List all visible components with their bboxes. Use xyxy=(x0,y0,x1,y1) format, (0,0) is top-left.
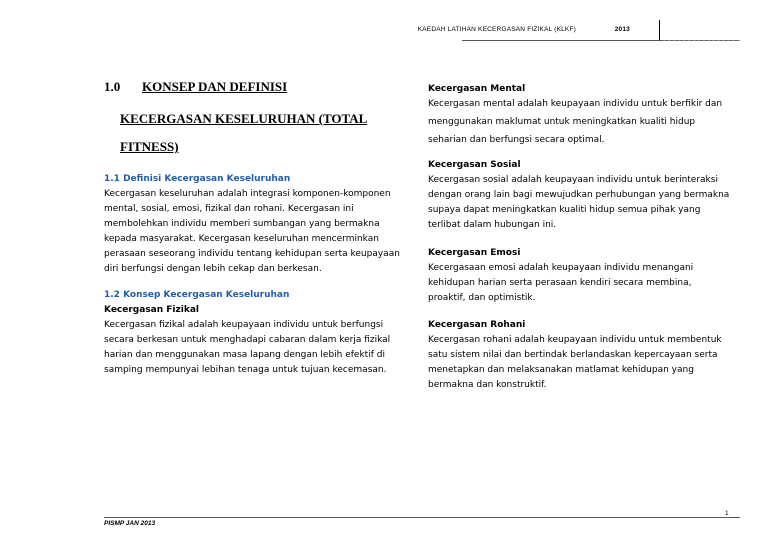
chapter-number: 1.0 xyxy=(104,79,121,94)
paragraph-line: menggunakan maklumat untuk meningkatkan kualiti hidup xyxy=(428,117,696,127)
chapter-title-line1: KONSEP DAN DEFINISI xyxy=(142,79,288,94)
paragraph-line: mental, sosial, emosi, fizikal dan rohani. Kecergasan ini xyxy=(104,204,354,214)
paragraph-line: bermakna dan konstruktif. xyxy=(428,380,547,390)
paragraph-line: supaya dapat meningkatkan kualiti hidup semua pihak yang xyxy=(428,205,701,215)
paragraph-line: membolehkan individu memberi sumbangan yang bermakna xyxy=(104,219,380,229)
paragraph-line: Kecergasan fizikal adalah keupayaan individu untuk berfungsi xyxy=(104,320,384,330)
paragraph-line: satu sistem nilai dan bertindak berlandaskan kepercayaan serta xyxy=(428,350,718,360)
paragraph-line: proaktif, dan optimistik. xyxy=(428,293,536,303)
section-1-2-title: 1.2 Konsep Kecergasan Keseluruhan xyxy=(104,290,290,300)
paragraph-line: samping mempunyai lebihan tenaga untuk tujuan kecemasan. xyxy=(104,365,387,375)
page-number: 1 xyxy=(725,510,729,517)
paragraph-line: kepada masyarakat. Kecergasan keseluruhan mencerminkan xyxy=(104,234,379,244)
paragraph-line: Kecergasan sosial adalah keupayaan individu untuk berinteraksi xyxy=(428,175,718,185)
paragraph-line: Kecergasan keseluruhan adalah integrasi komponen-komponen xyxy=(104,189,391,199)
chapter-title-line3: FITNESS) xyxy=(120,139,179,154)
sosial-title: Kecergasan Sosial xyxy=(428,160,521,170)
paragraph-line: menetapkan dan melaksanakan matlamat kehidupan yang xyxy=(428,365,694,375)
footer-label: PISMP JAN 2013 xyxy=(104,520,156,527)
paragraph-line: perasaan seseorang individu tentang kehidupan serta keupayaan xyxy=(104,249,400,259)
paragraph-line: Kecergasaan emosi adalah keupayaan individu menangani xyxy=(428,263,694,273)
section-1-1 xyxy=(104,172,414,277)
paragraph-line: Kecergasan mental adalah keupayaan individu untuk berfikir dan xyxy=(428,99,723,109)
emosi-block xyxy=(428,246,733,306)
paragraph-line: seharian dan berfungsi secara optimal. xyxy=(428,135,605,145)
header-year: 2013 xyxy=(614,26,630,33)
mental-title: Kecergasan Mental xyxy=(428,84,526,94)
rohani-title: Kecergasan Rohani xyxy=(428,320,526,330)
mental-block xyxy=(428,82,733,148)
paragraph-line: harian dan menggunakan masa lapang dengan lebih efektif di xyxy=(104,350,385,360)
paragraph-line: Kecergasan rohani adalah keupayaan individu untuk membentuk xyxy=(428,335,722,345)
fizikal-title: Kecergasan Fizikal xyxy=(104,305,199,315)
paragraph-line: dengan orang lain bagi mewujudkan perhubungan yang bermakna xyxy=(428,190,730,200)
rohani-block xyxy=(428,318,733,393)
emosi-title: Kecergasan Emosi xyxy=(428,248,521,258)
paragraph-line: kehidupan harian serta perasaan kendiri secara membina, xyxy=(428,278,692,288)
header-title: KAEDAH LATIHAN KECERGASAN FIZIKAL (KLKF) xyxy=(417,26,576,33)
sosial-block xyxy=(428,158,733,233)
header-dashed-rule xyxy=(663,40,740,41)
chapter-title-line2: KECERGASAN KESELURUHAN (TOTAL xyxy=(120,111,368,126)
paragraph-line: secara berkesan untuk menghadapi cabaran dalam kerja fizikal xyxy=(104,335,391,345)
section-1-1-title: 1.1 Definisi Kecergasan Keseluruhan xyxy=(104,174,291,184)
header-divider xyxy=(659,20,660,40)
section-1-2 xyxy=(104,288,414,378)
footer-rule xyxy=(104,517,740,518)
paragraph-line: diri berfungsi dengan lebih cekap dan berkesan. xyxy=(104,264,322,274)
paragraph-line: terlibat dalam hubungan ini. xyxy=(428,220,557,230)
